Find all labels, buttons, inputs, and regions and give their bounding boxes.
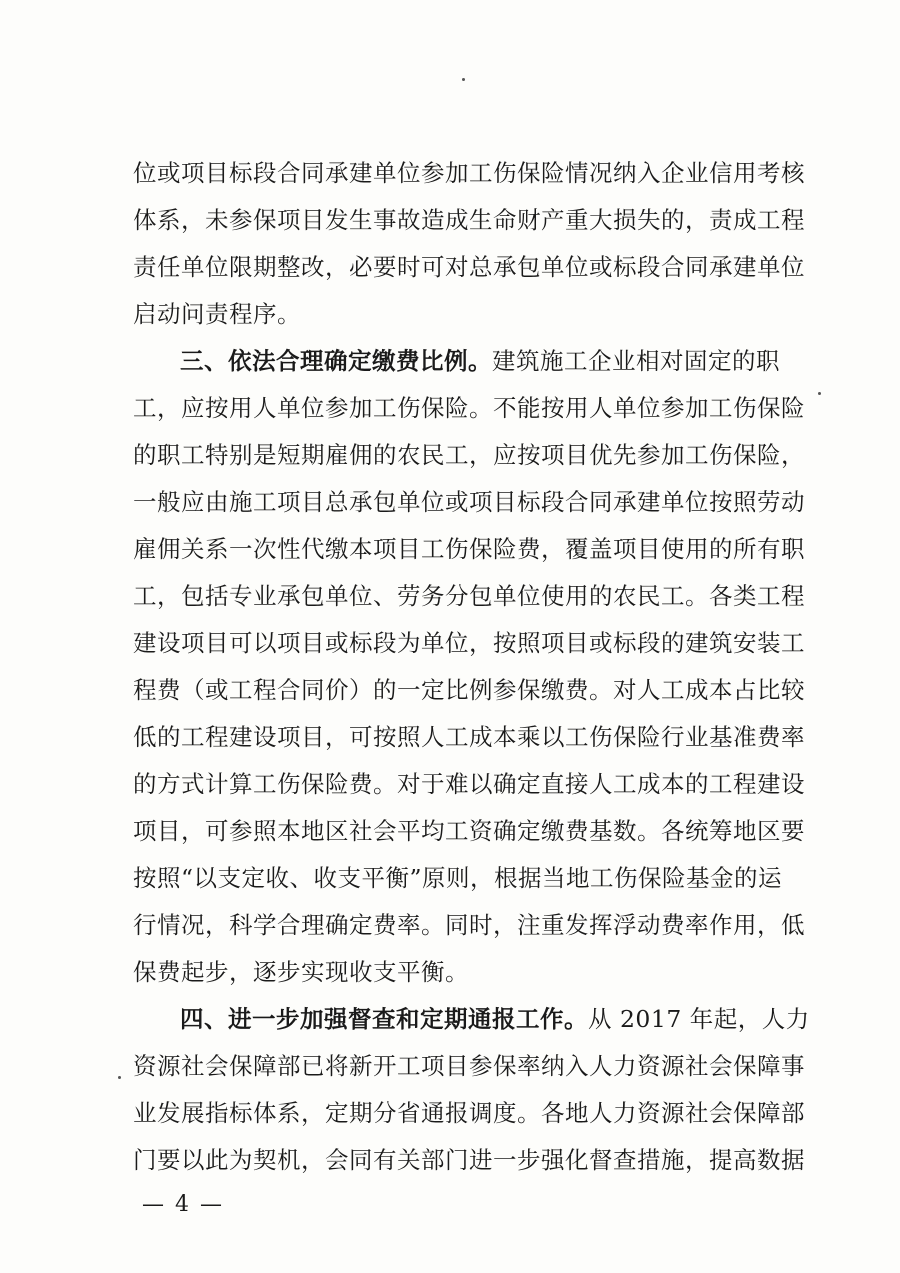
paragraph-line: 工，包括专业承包单位、劳务分包单位使用的农民工。各类工程 xyxy=(133,582,805,610)
scan-speck xyxy=(118,1076,121,1079)
paragraph-line: 建设项目可以项目或标段为单位，按照项目或标段的建筑安装工 xyxy=(133,629,805,657)
paragraph-line: 行情况，科学合理确定费率。同时，注重发挥浮动费率作用，低 xyxy=(133,911,805,939)
paragraph-line: 资源社会保障部已将新开工项目参保率纳入人力资源社会保障事 xyxy=(133,1052,805,1080)
section-four-first-line xyxy=(180,1004,810,1034)
section-three-first-line xyxy=(180,346,780,376)
paragraph-line: 启动问责程序。 xyxy=(133,300,301,328)
paragraph-line: 的职工特别是短期雇佣的农民工，应按项目优先参加工伤保险， xyxy=(133,441,805,469)
scan-speck xyxy=(462,78,465,81)
paragraph-line: 雇佣关系一次性代缴本项目工伤保险费，覆盖项目使用的所有职 xyxy=(133,535,805,563)
section-four-heading: 四、进一步加强督查和定期通报工作。 xyxy=(180,1005,588,1033)
paragraph-line: 低的工程建设项目，可按照人工成本乘以工伤保险行业基准费率 xyxy=(133,723,805,751)
paragraph-line: 一般应由施工项目总承包单位或项目标段合同承建单位按照劳动 xyxy=(133,488,805,516)
paragraph-line: 的方式计算工伤保险费。对于难以确定直接人工成本的工程建设 xyxy=(133,770,805,798)
paragraph-line: 按照“以支定收、收支平衡”原则，根据当地工伤保险基金的运 xyxy=(133,864,783,892)
paragraph-line: 门要以此为契机，会同有关部门进一步强化督查措施，提高数据 xyxy=(133,1146,805,1174)
scan-speck xyxy=(818,392,821,395)
paragraph-line: 责任单位限期整改，必要时可对总承包单位或标段合同承建单位 xyxy=(133,253,805,281)
paragraph-line: 项目，可参照本地区社会平均工资确定缴费基数。各统筹地区要 xyxy=(133,817,805,845)
paragraph-line: 位或项目标段合同承建单位参加工伤保险情况纳入企业信用考核 xyxy=(133,159,805,187)
paragraph-line: 体系，未参保项目发生事故造成生命财产重大损失的，责成工程 xyxy=(133,206,805,234)
paragraph-line: 程费（或工程合同价）的一定比例参保缴费。对人工成本占比较 xyxy=(133,676,805,704)
section-three-heading: 三、依法合理确定缴费比例。 xyxy=(180,347,492,375)
section-four-first-text: 从 2017 年起，人力 xyxy=(588,1005,810,1033)
paragraph-line: 工，应按用人单位参加工伤保险。不能按用人单位参加工伤保险 xyxy=(133,394,805,422)
page-number: — 4 — xyxy=(142,1192,224,1217)
section-three-first-text: 建筑施工企业相对固定的职 xyxy=(492,347,780,375)
paragraph-line: 保费起步，逐步实现收支平衡。 xyxy=(133,958,469,986)
paragraph-line: 业发展指标体系，定期分省通报调度。各地人力资源社会保障部 xyxy=(133,1099,805,1127)
